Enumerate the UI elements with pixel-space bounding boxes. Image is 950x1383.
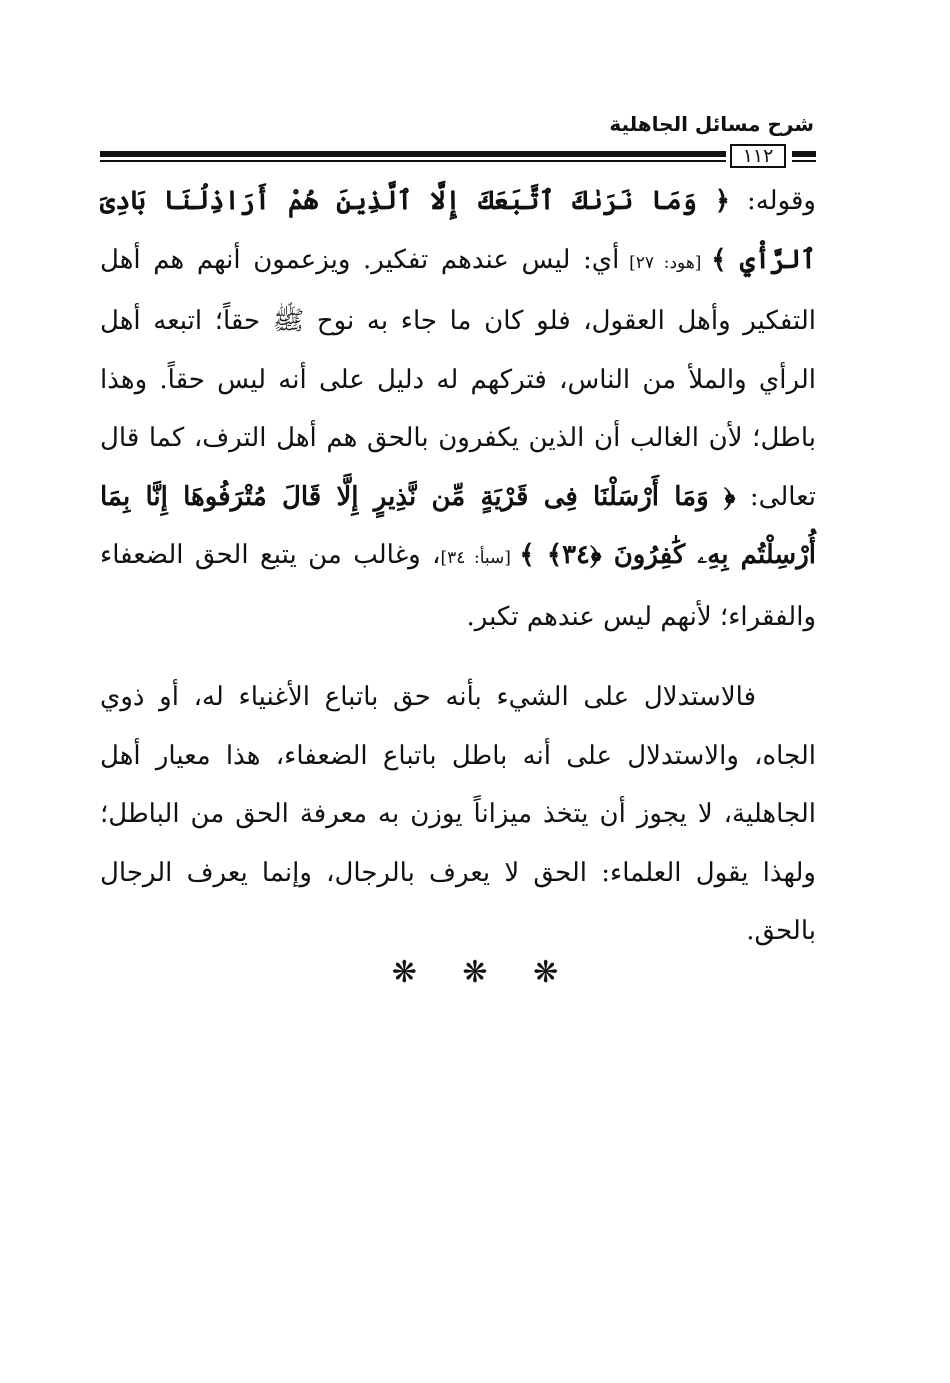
page-number-box: ١١٢ (730, 144, 786, 168)
header-rule-thick-right (792, 151, 816, 157)
ornament-star-icon: ❋ (533, 955, 559, 990)
commentary-text-2: ، وغالب من يتبع الحق الضعفاء والفقراء؛ لأنهم ليس عندهم تكبر. (100, 540, 816, 632)
header-rule-thin-left (100, 160, 726, 162)
paragraph-1 (100, 172, 816, 646)
header-rule-thin-right (792, 160, 816, 162)
header-rule-thick-left (100, 151, 726, 157)
quran-verse-saba: ﴿ وَمَا أَرْسَلْنَا فِى قَرْيَةٍ مِّن نَّذِيرٍ إِلَّا قَالَ مُتْرَفُوهَا إِنَّا بِمَا أُرْسِلْتُم بِهِۦ كَٰفِرُونَ ﴿٣٤﴾ ﴾ (100, 481, 816, 570)
intro-text: وقوله: (729, 186, 816, 216)
ornament-star-icon: ❋ (391, 955, 417, 990)
body-text (100, 172, 816, 961)
running-title: شرح مسائل الجاهلية (609, 112, 814, 136)
commentary-text-1: أي: ليس عندهم تفكير. ويزعمون أنهم هم أهل التفكير وأهل العقول، فلو كان ما جاء به نوح ﷺ حقاً؛ اتبعه أهل الرأي والملأ من الناس، فتركهم له دليل على أنه ليس حقاً. وهذا باطل؛ لأن الغالب أن الذين يكفرون بالحق هم أهل الترف، كما قال تعالى: (100, 244, 816, 512)
quran-verse-hud: ﴿ وَمَا نَرَىٰكَ ٱتَّبَعَكَ إِلَّا ٱلَّذِينَ هُمْ أَرَاذِلُنَا بَادِىَ ٱلرَّأْيِ ﴾ (100, 186, 816, 275)
verse-reference-saba: [سبأ: ٣٤] (440, 548, 520, 568)
section-end-ornaments (0, 955, 950, 990)
paragraph-2: فالاستدلال على الشيء بأنه حق باتباع الأغنياء له، أو ذوي الجاه، والاستدلال على أنه باطل باتباع الضعفاء، هذا معيار أهل الجاهلية، لا يجوز أن يتخذ ميزاناً يوزن به معرفة الحق من الباطل؛ ولهذا يقول العلماء: الحق لا يعرف بالرجال، وإنما يعرف الرجال بالحق. (100, 682, 816, 946)
ornament-star-icon: ❋ (462, 955, 488, 990)
verse-reference-hud: [هود: ٢٧] (619, 252, 712, 273)
